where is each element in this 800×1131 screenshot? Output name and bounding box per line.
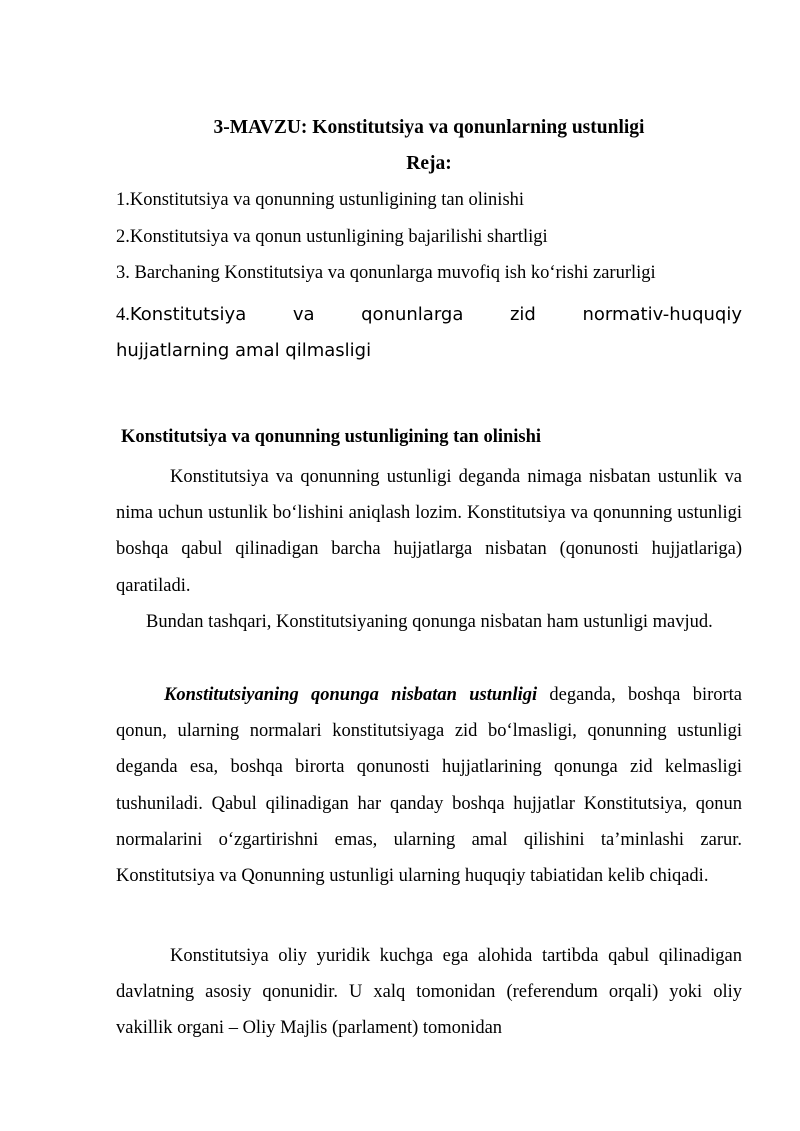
page-title: 3-MAVZU: Konstitutsiya va qonunlarning ustunligi — [213, 117, 645, 138]
paragraph-1 — [116, 459, 742, 604]
plan-item-4-number: 4. — [116, 305, 130, 325]
paragraph-3 — [116, 677, 742, 894]
paragraph-2-text: Bundan tashqari, Konstitutsiyaning qonunga nisbatan ham ustunligi mavjud. — [146, 612, 713, 632]
paragraph-4-text: Konstitutsiya oliy yuridik kuchga ega alohida tartibda qabul qilinadigan davlatning asosiy qonunidir. U xalq tomonidan (referendum orqali) yoki oliy vakillik organi – Oliy Majlis (parlament) tomonidan — [116, 946, 742, 1039]
section-heading: Konstitutsiya va qonunning ustunligining tan olinishi — [121, 427, 542, 447]
plan-item-4-line2: hujjatlarning amal qilmasligi — [116, 340, 372, 361]
paragraph-3-text: deganda, boshqa birorta qonun, ularning normalari konstitutsiyaga zid bo‘lmasligi, qonunning ustunligi deganda esa, boshqa birorta qonunosti hujjatlarining qonunga zid kelmasligi tushuniladi. Qabul qilinadigan har qanday boshqa hujjatlar Konstitutsiya, qonun normalarini o‘zgartirishni emas, ularning amal qilishini ta’minlashi zarur. Konstitutsiya va Qonunning ustunligi ularning huquqiy tabiatidan kelib chiqadi. — [116, 685, 743, 887]
plan-heading: Reja: — [406, 153, 452, 174]
plan-item-2: 2.Konstitutsiya va qonun ustunligining bajarilishi shartligi — [116, 227, 548, 247]
paragraph-4 — [116, 938, 742, 1047]
plan-item-1: 1.Konstitutsiya va qonunning ustunligining tan olinishi — [116, 190, 525, 210]
plan-item-4 — [116, 297, 742, 369]
paragraph-2 — [116, 604, 742, 640]
paragraph-3-emphasis: Konstitutsiyaning qonunga nisbatan ustunligi — [164, 685, 538, 705]
plan-item-4-line1: Konstitutsiya va qonunlarga zid normativ-huquqiy — [129, 304, 742, 325]
paragraph-1-text: Konstitutsiya va qonunning ustunligi deganda nimaga nisbatan ustunlik va nima uchun ustunlik bo‘lishini aniqlash lozim. Konstitutsiya va qonunning ustunligi boshqa qabul qilinadigan barcha hujjatlarga nisbatan (qonunosti hujjatlariga) qaratiladi. — [116, 467, 742, 596]
plan-item-3: 3. Barchaning Konstitutsiya va qonunlarga muvofiq ish ko‘rishi zarurligi — [116, 263, 656, 283]
